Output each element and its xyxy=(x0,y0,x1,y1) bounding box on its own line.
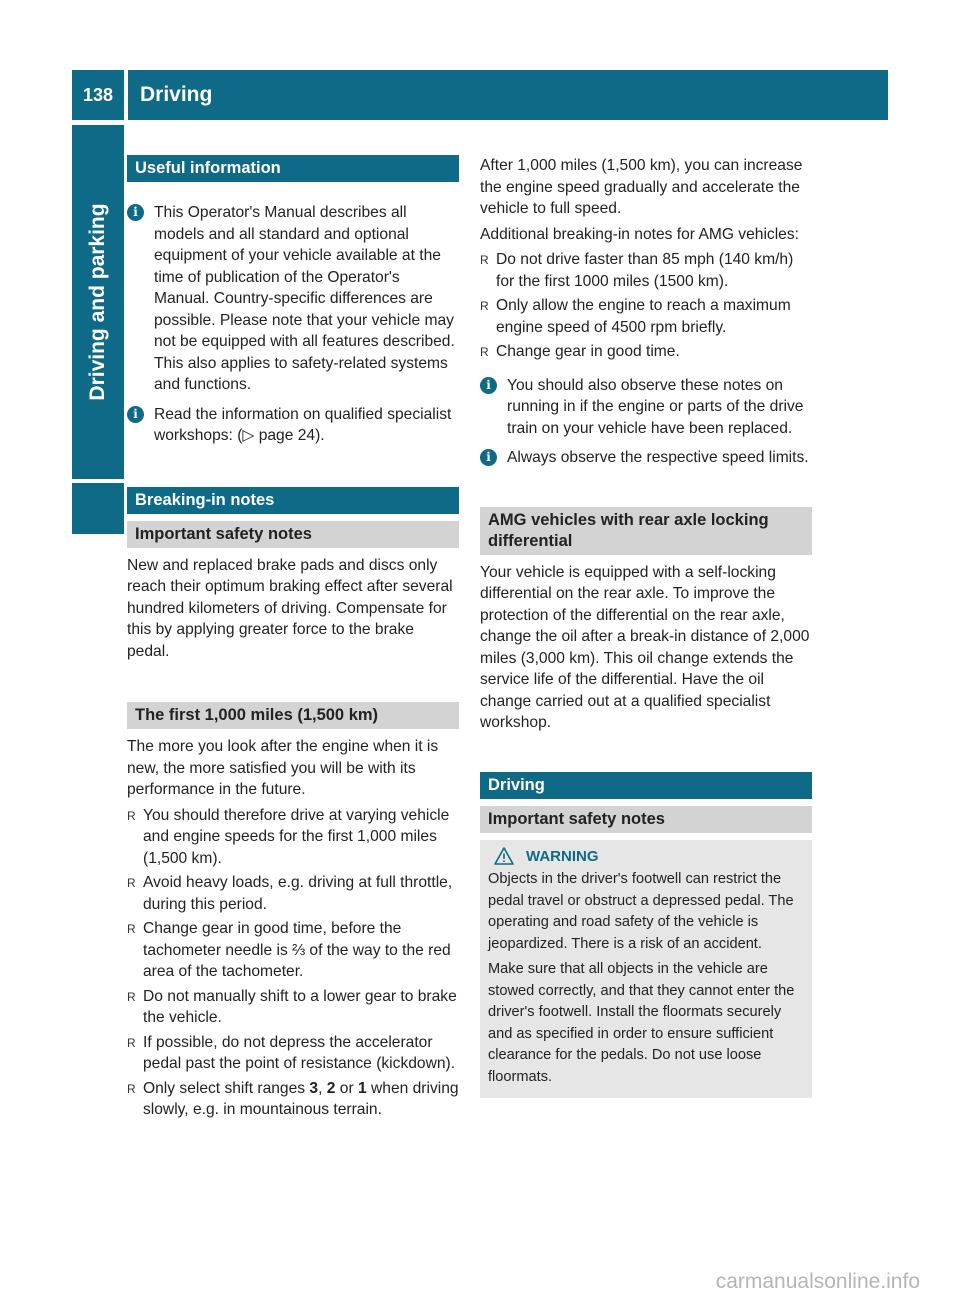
info-note xyxy=(480,447,812,469)
amg-heading: AMG vehicles with rear axle locking differential xyxy=(480,507,812,555)
warning-icon xyxy=(494,847,514,865)
side-tab-label: Driving and parking xyxy=(86,203,109,401)
useful-info-heading: Useful information xyxy=(127,155,459,182)
info-note xyxy=(127,202,459,396)
bullet-icon: R xyxy=(127,1035,136,1050)
bullet-icon: R xyxy=(127,1081,136,1096)
chapter-title: Driving xyxy=(140,83,213,106)
right-column xyxy=(480,155,812,1098)
info-text: This Operator's Manual describes all models and all standard and optional equipment of your vehicle available at the time of publication of the Operator's Manual. Country-specific differences are possible. Please note that your vehicle may not be equipped with all features described. This also applies to safety-related systems and functions. xyxy=(154,204,455,393)
bullet-icon: R xyxy=(127,989,136,1004)
bullet-icon: R xyxy=(127,922,136,936)
list-item: R Change gear in good time. xyxy=(480,341,812,364)
warning-text: Make sure that all objects in the vehicle are stowed correctly, and that they cannot enter the driver's footwell. Install the floormats securely and as specified in order to ensure sufficient clearance for the pedals. Do not use loose floormats. xyxy=(488,961,795,1085)
first-miles-text: The more you look after the engine when it is new, the more satisfied you will be with its performance in the future. xyxy=(127,738,439,798)
warning-text: Objects in the driver's footwell can restrict the pedal travel or obstruct a depressed pedal. The operating and road safety of the vehicle is jeopardized. There is a risk of an accident. xyxy=(488,871,794,952)
amg-text: Your vehicle is equipped with a self-locking differential on the rear axle. To improve the protection of the differential on the rear axle, change the oil after a break-in distance of 2,000 miles (3,000 km). This oil change extends the service life of the differential. Have the oil change carried out at a qualified specialist workshop. xyxy=(480,563,810,731)
bullet-icon: R xyxy=(127,808,136,823)
list-item: R Do not drive faster than 85 mph (140 km/h) for the first 1000 miles (1500 km). xyxy=(480,249,812,292)
info-text: Read the information on qualified specialist workshops: (▷ page 24). xyxy=(154,405,452,444)
bullet-icon: R xyxy=(480,299,489,313)
info-icon: i xyxy=(480,377,497,394)
watermark: carmanualsonline.info xyxy=(715,1270,920,1293)
side-tab-lower xyxy=(72,483,124,528)
amg-intro: Additional breaking-in notes for AMG vehicles: xyxy=(480,225,799,243)
breaking-in-heading: Breaking-in notes xyxy=(127,487,459,514)
list-item: R Avoid heavy loads, e.g. driving at full throttle, during this period. xyxy=(127,872,459,915)
safety-notes-heading: Important safety notes xyxy=(127,521,459,548)
bullet-icon: R xyxy=(480,253,489,267)
side-tab-line xyxy=(72,528,124,534)
page-number: 138 xyxy=(82,84,114,105)
bullet-icon: R xyxy=(480,345,489,359)
list-item: R Only allow the engine to reach a maximum engine speed of 4500 rpm briefly. xyxy=(480,295,812,338)
list-item: R You should therefore drive at varying vehicle and engine speeds for the first 1,000 miles (1,500 km). xyxy=(127,805,459,870)
first-miles-heading: The first 1,000 miles (1,500 km) xyxy=(127,702,459,729)
info-note xyxy=(480,375,812,440)
driving-safety-heading: Important safety notes xyxy=(480,806,812,833)
info-text: Always observe the respective speed limits. xyxy=(507,449,809,466)
info-text: You should also observe these notes on running in if the engine or parts of the drive train on your vehicle have been replaced. xyxy=(507,376,804,437)
list-item: R Do not manually shift to a lower gear to brake the vehicle. xyxy=(127,986,459,1029)
info-icon: i xyxy=(127,406,144,423)
warning-header xyxy=(488,846,804,868)
list-item: R If possible, do not depress the accelerator pedal past the point of resistance (kickdown). xyxy=(127,1032,459,1075)
info-note xyxy=(127,404,459,447)
header-divider xyxy=(124,70,128,120)
info-icon: i xyxy=(480,449,497,466)
driving-heading: Driving xyxy=(480,772,812,799)
bullet-icon: R xyxy=(127,876,136,890)
list-item: R Change gear in good time, before the tachometer needle is ⅔ of the way to the red area of the tachometer. xyxy=(127,918,459,983)
list-item: R Only select shift ranges 3, 2 or 1 when driving slowly, e.g. in mountainous terrain. xyxy=(127,1078,459,1121)
warning-box xyxy=(480,840,812,1099)
warning-label: WARNING xyxy=(526,847,599,865)
left-column xyxy=(127,155,459,1124)
safety-text: New and replaced brake pads and discs only reach their optimum braking effect after several hundred kilometers of driving. Compensate for this by applying greater force to the brake pedal. xyxy=(127,556,453,660)
info-icon: i xyxy=(127,204,144,221)
after-text: After 1,000 miles (1,500 km), you can increase the engine speed gradually and accelerate the vehicle to full speed. xyxy=(480,157,803,217)
